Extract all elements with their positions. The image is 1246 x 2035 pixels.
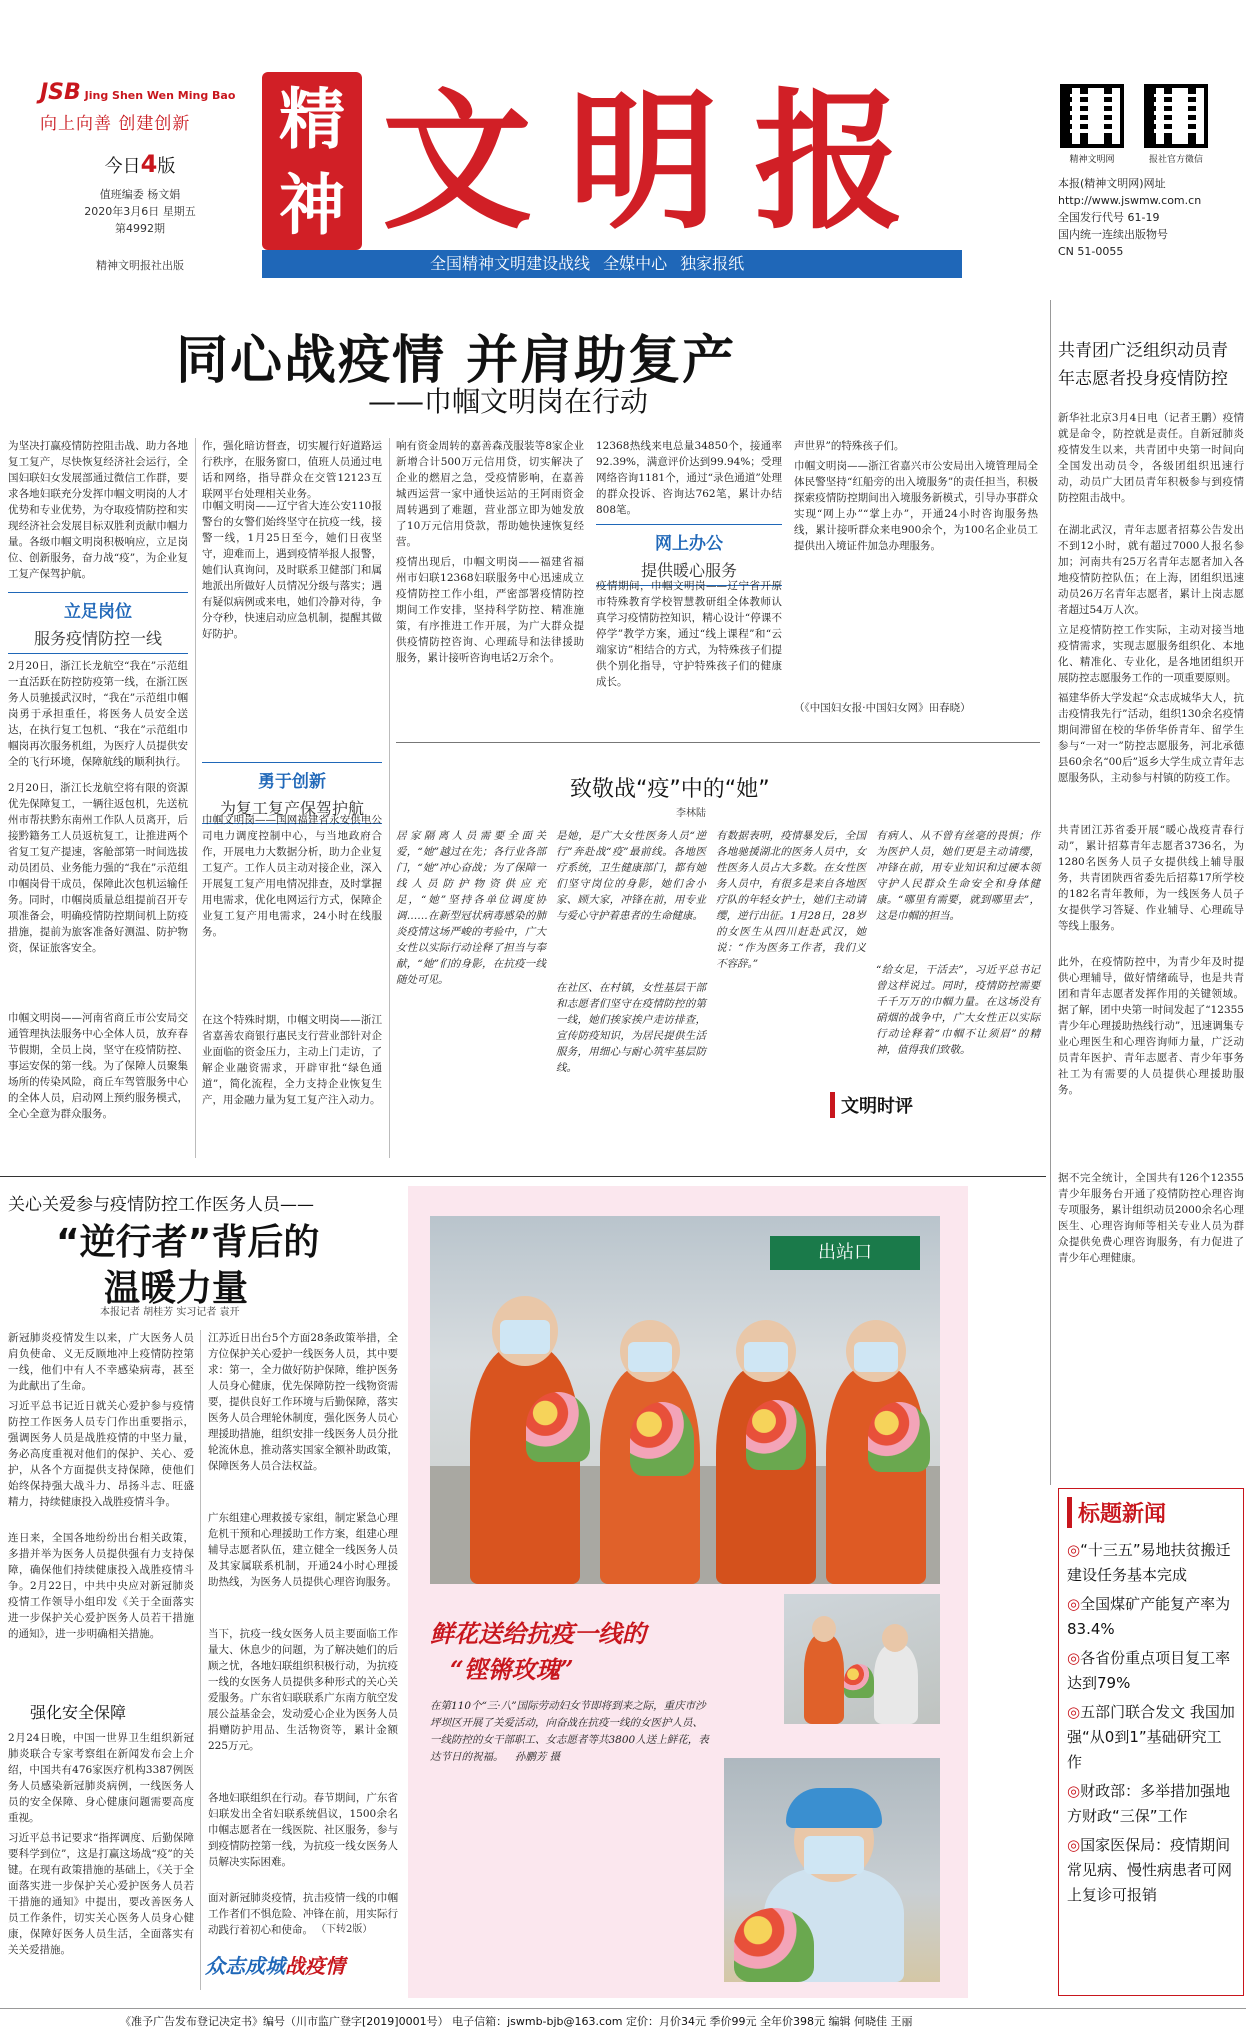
bullet-circle-icon: ◎ xyxy=(1067,1703,1081,1721)
section-divider xyxy=(396,742,1040,743)
news-item-text: 五部门联合发文 我国加强“从0到1”基础研究工作 xyxy=(1067,1703,1235,1771)
news-item[interactable] xyxy=(1067,1700,1235,1775)
masthead-bar: 全国精神文明建设战线 全媒中心 独家报纸 xyxy=(262,250,962,278)
feature-para: 连日来，全国各地纷纷出台相关政策，多措并举为医务人员提供强有力支持保障，确保他们持续健康投入战胜疫情斗争。2月22日，中共中央应对新冠肺炎疫情工作领导小组印发《关于全面落实进一步保护关心爱护医务人员若干措施的通知》，进一步明确相关措施。 xyxy=(8,1532,194,1640)
seal-text: 精神 xyxy=(279,80,345,244)
news-item-text: 国家医保局：疫情期间常见病、慢性病患者可网上复诊可报销 xyxy=(1067,1836,1233,1904)
lead-col2-para: 在这个特殊时期，巾帼文明岗——浙江省嘉善农商银行惠民支行营业部针对企业面临的资金压力，主动上门走访，了解企业融资需求，开辟审批“绿色通道”，简化流程，全力支持企业恢复生产，用金融力量为复工复产注入动力。 xyxy=(202,1014,382,1106)
headline-news-box xyxy=(1058,1488,1244,1996)
flower-bouquet-icon xyxy=(746,1400,806,1470)
fight-epidemic-logo xyxy=(205,1950,345,1979)
brand-line xyxy=(40,80,240,105)
lead-col2-para: 巾帼文明岗——国网福建省永安供电公司电力调度控制中心，与当地政府合作，开展电力大数据分析，助力企业复工复产。工作人员主动对接企业，深入开展复工复产用电情况排查，及时掌握用电需求，优化电网运行方式，保障企业复工复产用电需求，24小时在线服务。 xyxy=(202,814,382,938)
photo-title-line: 鲜花送给抗疫一线的 xyxy=(430,1619,646,1648)
qr-label: 报社官方微信 xyxy=(1148,155,1203,165)
news-item[interactable] xyxy=(1067,1646,1235,1696)
sidebar-para: 立足疫情防控工作实际，主动对接当地疫情需求，实现志愿服务组织化、本地化、精准化、专业化，是各地团组织开展防控志愿服务工作的一项重要原则。 xyxy=(1058,624,1244,684)
info-line: 全国发行代号 61-19 xyxy=(1058,211,1160,224)
logo-text-b: 战疫情 xyxy=(285,1954,345,1978)
edition-count xyxy=(40,150,240,178)
qr-row xyxy=(1058,84,1238,165)
continued-note[interactable]: （下转2版） xyxy=(316,1924,373,1935)
face-mask-icon xyxy=(854,1342,898,1372)
medic-figure xyxy=(874,1644,918,1724)
flower-bouquet-icon xyxy=(526,1392,590,1462)
logo-text-a: 众志成城 xyxy=(205,1954,285,1978)
publisher: 精神文明报社出版 xyxy=(96,259,184,272)
lead-subtitle: ——巾帼文明岗在行动 xyxy=(368,385,649,418)
person-head xyxy=(812,1616,836,1642)
flower-bouquet-icon xyxy=(734,1908,814,1982)
bullet-circle-icon: ◎ xyxy=(1067,1541,1081,1559)
info-line: CN 51-0055 xyxy=(1058,245,1124,258)
medic-photo[interactable] xyxy=(724,1758,940,1982)
feature-para: 新冠肺炎疫情发生以来，广大医务人员肩负使命、义无反顾地冲上疫情防控第一线，他们中有人不幸感染病毒，甚至为此献出了生命。 xyxy=(8,1332,194,1392)
commentary-stamp: 文明时评 xyxy=(830,1092,913,1118)
column-divider xyxy=(195,438,196,1158)
commentary-col: “给女足，干活去”，习近平总书记曾这样说过。同时，疫情防控需要千千万万的巾帼力量。在这场没有硝烟的战争中，广大女性正以实际行动诠释着“巾帼不让须眉”的精神，值得我们致敬。 xyxy=(876,964,1040,1056)
photo-caption xyxy=(430,1698,710,1766)
commentary-col: 有病人、从不曾有丝毫的畏惧；作为医护人员，她们更是主动请缨，冲锋在前，用专业知识和过硬本领守护人民群众生命安全和身体健康。“哪里有需要，就到哪里去”，这是巾帼的担当。 xyxy=(876,830,1040,922)
qr-code-icon xyxy=(1144,84,1208,148)
info-line: 本报(精神文明网)网址 xyxy=(1058,177,1166,190)
bullet-circle-icon: ◎ xyxy=(1067,1595,1081,1613)
qr-label: 精神文明网 xyxy=(1069,155,1115,165)
sidebar-headline: 共青团广泛组织动员青年志愿者投身疫情防控 xyxy=(1058,341,1228,389)
bullet-circle-icon: ◎ xyxy=(1067,1836,1081,1854)
lead-col3-para: 响有资金周转的嘉善森茂服装等8家企业新增合计500万元信用贷，切实解决了企业的燃眉之急，受疫情影响，在嘉善城西运营一家中通快运站的王阿雨资金周转遇到了难题，营业部立即为她发放了10万元信用贷款，帮助她快速恢复经营。 xyxy=(396,440,584,548)
news-box-title: 标题新闻 xyxy=(1067,1497,1235,1528)
feature-headline-1: “逆行者”背后的 xyxy=(56,1222,320,1263)
lead-col1-para: 巾帼文明岗——河南省商丘市公安局交通管理执法服务中心全体人员，放弃春节假期，全员上岗，坚守在疫情防控、事运安保的第一线。为了保障人员聚集场所的传染风险，商丘车驾管服务中心的全体人员，启动网上预约服务模式，全心全意为群众服务。 xyxy=(8,1012,188,1120)
caption-text: 在第110个“三·八”国际劳动妇女节即将到来之际，重庆市沙坪坝区开展了关爱活动，向奋战在抗疫一线的女医护人员、一线防控的女干部职工、女志愿者等共3800人送上鲜花，表达节日的祝福。 xyxy=(430,1700,709,1763)
sidebar-para: 此外，在疫情防控中，为青少年及时提供心理辅导，做好情绪疏导，也是共青团和青年志愿者发挥作用的关键领域。据了解，团中央第一时间发起了“12355青少年心理援助热线行动”，迅速调集专业心理医生和心理咨询师力量，广泛动员青年医护、青年志愿者、青少年事务社工为有需要的人员提供心理援助服务。 xyxy=(1058,956,1244,1096)
exit-sign: 出站口 xyxy=(770,1236,920,1270)
photo-credit: 孙鹏芳 摄 xyxy=(514,1751,561,1763)
face-mask-icon xyxy=(804,1836,864,1874)
masthead-title xyxy=(262,62,962,252)
publication-info xyxy=(1058,175,1238,260)
issue-date: 2020年3月6日 星期五 xyxy=(84,205,196,218)
lead-subhead-3 xyxy=(596,524,782,586)
feature-para: 面对新冠肺炎疫情，抗击疫情一线的巾帼工作者们不惧危险、冲锋在前，用实际行动践行着初心和使命。 xyxy=(208,1892,398,1936)
lead-col2-para: 巾帼文明岗——辽宁省大连公安110报警台的女警们始终坚守在抗疫一线，接警一线，1月25日至今，她们日夜坚守，迎难而上，遇到疫情举报人报警，她们认真询问，及时联系卫健部门和属地派出所做好人员情况分级与落实；遇有疑似病例或来电，她们冷静对待，争分夺秒，快速启动应急机制，提醒其做好防护。 xyxy=(202,500,382,640)
column-divider xyxy=(200,1330,201,1990)
subhead-subtitle: 服务疫情防控一线 xyxy=(33,629,162,648)
lead-col5-para: 声世界”的特殊孩子们。 xyxy=(794,440,905,452)
subhead-subtitle: 为复工复产保驾护航 xyxy=(219,799,364,818)
feature-para: 广东组建心理救援专家组，制定紧急心理危机干预和心理援助工作方案，组建心理辅导志愿者队伍，建立健全一线医务人员及其家属联系机制，开通24小时心理援助热线，为医务人员提供心理咨询服务。 xyxy=(208,1512,398,1588)
volunteer-figure xyxy=(716,1366,816,1584)
photo-title-line: “铿锵玫瑰” xyxy=(450,1655,574,1684)
bullet-circle-icon: ◎ xyxy=(1067,1649,1081,1667)
qr-wechat[interactable] xyxy=(1142,84,1210,165)
face-mask-icon xyxy=(500,1320,550,1354)
slogan: 向上向善 创建创新 xyxy=(40,114,191,134)
medical-cap-icon xyxy=(786,1788,882,1828)
commentary-title: 致敬战“疫”中的“她” xyxy=(570,777,770,802)
newspaper-name: 文明报 xyxy=(382,74,941,250)
news-item-text: 各省份重点项目复工率达到79% xyxy=(1067,1649,1231,1692)
photo-title xyxy=(430,1616,646,1688)
sidebar-para: 共青团江苏省委开展“暖心战疫青春行动”，累计招募青年志愿者3736名，为1280名医务人员子女提供线上辅导服务，共青团陕西省委先后招募17所学校的182名青年教师，为一线医务人员子女提供学习答疑、作业辅导、心理疏导等线上服务。 xyxy=(1058,824,1244,932)
lead-col1-intro: 为坚决打赢疫情防控阻击战、助力各地复工复产，尽快恢复经济社会运行，全国妇联妇女发展部通过微信工作群，要求各地妇联充分发挥巾帼文明岗的人才优势和专业优势，为夺取疫情防控和实现经济社会发展目标双胜利贡献巾帼力量。各级巾帼文明岗积极响应，立足岗位、创新服务，奋力战“疫”，为企业复工复产保驾护航。 xyxy=(8,440,188,580)
lead-col3-para: 疫情出现后，巾帼文明岗——福建省福州市妇联12368妇联服务中心迅速成立疫情防控工作小组，严密部署疫情防控期间工作安排，坚持科学防控、精准施策，有序推进工作开展，为广大群众提供疫情防控咨询、心理疏导和法律援助服务，累计接听咨询电话2万余个。 xyxy=(396,556,584,664)
volunteer-figure xyxy=(826,1366,926,1584)
sidebar-para: 福建华侨大学发起“众志成城华大人，抗击疫情我先行”活动，组织130余名疫情期间滞留在校的华侨华侨青年、留学生参与“一对一”防控志愿服务，河北承德县60余名“00后”返乡大学生成立青年志愿服务队，主动参与村镇的防疫工作。 xyxy=(1058,692,1244,784)
sidebar-para: 新华社北京3月4日电（记者王鹏）疫情就是命令，防控就是责任。自新冠肺炎疫情发生以来，共青团中央第一时间向全国发出动员令，各级团组织迅速行动，动员广大团员青年积极参与到疫情防控阻击战中。 xyxy=(1058,412,1244,504)
edition-suffix: 版 xyxy=(157,156,176,177)
bullet-circle-icon: ◎ xyxy=(1067,1782,1081,1800)
seal-logo xyxy=(262,72,362,250)
photo-panel xyxy=(408,1186,968,1998)
info-line: 国内统一连续出版物号 xyxy=(1058,228,1168,241)
subhead-title: 立足岗位 xyxy=(64,602,132,622)
lead-col2-para: 作，强化暗访督查，切实履行好道路运行秩序，在服务窗口，值班人员通过电话和网络，指导群众在交管12123互联网平台处理相关业务。 xyxy=(202,440,382,500)
page-footer: 《准予广告发布登记决定书》编号（川市监广登字[2019]0001号） 电子信箱：jswmb-bjb@163.com 定价：月价34元 季价99元 全年价398元 编辑 何晓佳 王丽 xyxy=(0,2008,1246,2034)
commentary-col: 居家隔离人员需要全面关爱，“她”越过在先；各行业各部门，“她”冲心奋战；为了保障一线人员防护物资供应充足，“她”坚持各单位调度协调……在新型冠状病毒感染的肺炎疫情这场严峻的考验中，广大女性以实际行动诠释了担当与奉献，“她”们的身影，在抗疫一线随处可见。 xyxy=(396,830,546,986)
masthead-right xyxy=(1058,84,1238,260)
lead-headline: 同心战疫情 并肩助复产 xyxy=(176,331,737,391)
news-item[interactable] xyxy=(1067,1779,1235,1829)
subhead-title: 勇于创新 xyxy=(258,772,326,792)
lead-col5-para: 巾帼文明岗——浙江省嘉兴市公安局出入境管理局全体民警坚持“红船旁的出入境服务”的责任担当，积极探索疫情防控期间出入境服务新模式，引导办事群众实现“网上办”“掌上办”，开通24小时咨询服务热线，累计接听群众来电900余个，为100名企业员工提供出入境证件加急办理服务。 xyxy=(794,460,1038,552)
lead-col5-source: （《中国妇女报·中国妇女网》田春晓） xyxy=(794,702,971,714)
commentary-author: 李林陆 xyxy=(676,808,706,819)
feature-para: 江苏近日出台5个方面28条政策举措，全方位保护关心爱护一线医务人员，其中要求：第一，全力做好防护保障，维护医务人员身心健康，优先保障防控一线物资需要，提供良好工作环境与后勤保障，落实医务人员合理轮休制度，强化医务人员心理援助措施，组织安排一线医务人员分批轮流休息，推动落实国家全额补助政策，保障医务人员合法权益。 xyxy=(208,1332,398,1472)
sidebar-divider xyxy=(1050,300,1051,1485)
subhead-title: 网上办公 xyxy=(655,534,723,554)
news-item[interactable] xyxy=(1067,1538,1235,1588)
qr-code-icon xyxy=(1060,84,1124,148)
edition-pages: 4 xyxy=(140,150,158,178)
qr-website[interactable] xyxy=(1058,84,1126,165)
secondary-photo[interactable] xyxy=(784,1594,940,1724)
commentary-col: 是她，是广大女性医务人员“逆行”奔赴战“疫”最前线。各地医疗系统，卫生健康部门，都有她们坚守岗位的身影，她们舍小家、顾大家，冲锋在前，用专业与爱心守护着患者的生命健康。 xyxy=(556,830,706,922)
brand-logo: JSB xyxy=(40,80,81,105)
main-photo[interactable] xyxy=(430,1216,940,1584)
face-mask-icon xyxy=(628,1342,672,1372)
volunteer-figure xyxy=(470,1346,580,1584)
issue-number: 第4992期 xyxy=(115,222,165,235)
subhead-subtitle: 提供暖心服务 xyxy=(640,561,737,580)
face-mask-icon xyxy=(744,1342,788,1372)
news-item-text: “十三五”易地扶贫搬迁建设任务基本完成 xyxy=(1067,1541,1231,1584)
news-item[interactable] xyxy=(1067,1833,1235,1908)
feature-para: 各地妇联组织在行动。春节期间，广东省妇联发出全省妇联系统倡议，1500余名巾帼志愿者在一线医院、社区服务，参与到疫情防控第一线，为抗疫一线女医务人员解决实际困难。 xyxy=(208,1792,398,1868)
feature-headline-2: 温暖力量 xyxy=(104,1268,249,1309)
sidebar-para: 据不完全统计，全国共有126个12355青少年服务台开通了疫情防控心理咨询专项服务，累计组织动员2000余名心理医生、心理咨询师等相关专业人员为群众提供免费心理咨询服务，有力促进了青少年心理健康。 xyxy=(1058,1172,1244,1264)
news-item-text: 财政部：多举措加强地方财政“三保”工作 xyxy=(1067,1782,1231,1825)
feature-subhead: 强化安全保障 xyxy=(30,1703,127,1722)
flower-bouquet-icon xyxy=(630,1402,694,1476)
brand-pinyin: Jing Shen Wen Ming Bao xyxy=(84,89,236,102)
edition-prefix: 今日 xyxy=(104,156,141,177)
commentary-col: 有数据表明，疫情暴发后，全国各地驰援湖北的医务人员中，女性医务人员占大多数。在女性医务人员中，有很多是来自各地医疗队的年轻女护士，她们主动请缨，逆行出征。1月28日，28岁的女医生从四川赶赴武汉，她说：“作为医务工作者，我们义不容辞。” xyxy=(716,830,866,970)
masthead-left xyxy=(40,80,240,273)
flower-bouquet-icon xyxy=(844,1664,874,1698)
feature-para: 当下，抗疫一线女医务人员主要面临工作量大、休息少的问题，为了解决她们的后顾之忧，各地妇联组织积极行动，为抗疫一线的女医务人员提供多种形式的关心关爱服务。广东省妇联联系广东南方航空发展公益基金会，发动爱心企业为医务人员捐赠防护用品、生活物资等，累计金额225万元。 xyxy=(208,1628,398,1752)
commentary-col: 在社区、在村镇，女性基层干部和志愿者们坚守在疫情防控的第一线，她们挨家挨户走访排查，宣传防疫知识，为居民提供生活服务，用细心与耐心筑牢基层防线。 xyxy=(556,982,706,1074)
website-link[interactable]: http://www.jswmw.com.cn xyxy=(1058,194,1202,207)
section-divider xyxy=(0,1176,1046,1177)
lead-subhead-1 xyxy=(8,592,188,654)
news-item[interactable] xyxy=(1067,1592,1235,1642)
feature-para: 2月24日晚，中国一世界卫生组织新冠肺炎联合专家考察组在新闻发布会上介绍，中国共有476家医疗机构3387例医务人员感染新冠肺炎病例，一线医务人员的安全保障、身心健康问题需要高度重视。 xyxy=(8,1732,194,1824)
lead-col1-para: 2月20日，浙江长龙航空将有限的资源优先保障复工，一辆往返包机，先送杭州市帮扶黔东南州工作队人员离开，后接黔籍务工人员返杭复工，让推进两个省复工复产提速，客舱部第一时间选拔动员团员、业务能力强的“我在”示范组巾帼岗骨干成员，保障此次包机运输任务。同时，巾帼岗质量总组提前召开专项准备会，明确疫情防控期间机上防疫措施，提前为旅客准备好测温、防护物资，保证旅客安全。 xyxy=(8,782,188,954)
column-divider xyxy=(389,438,390,1158)
issue-meta xyxy=(40,186,240,237)
sidebar-para: 在湖北武汉，青年志愿者招募公告发出不到12小时，就有超过7000人报名参加；河南共有25万名青年志愿者加入各地疫情防控队伍；在上海，团组织迅速动员26万名青年志愿者，累计上岗志愿者超过54万人次。 xyxy=(1058,524,1244,616)
feature-para: 习近平总书记要求“指挥调度、后勤保障要科学到位”，这是打赢这场战“疫”的关键。在现有政策措施的基础上，《关于全面落实进一步保护关心爱护医务人员若干措施的通知》中提出，要改善医务人员工作条件，切实关心医务人员身心健康，保障好医务人员生活，全面落实有关关爱措施。 xyxy=(8,1832,194,1956)
person-head xyxy=(882,1624,908,1652)
lead-col1-para: 2月20日，浙江长龙航空“我在”示范组一直活跃在防控防疫第一线，在浙江医务人员驰援武汉时，“我在”示范组巾帼岗勇于承担重任，将医务人员安全送达，在执行复工包机、“我在”示范组巾帼岗再次服务机组，为医疗人员提供安全的飞行环境，保障航线的顺利执行。 xyxy=(8,660,188,768)
lead-col4-para: 疫情期间，巾帼文明岗——辽宁省开原市特殊教育学校智慧教研组全体教师认真学习疫情防控知识，精心设计“停课不停学”教学方案，通过“线上课程”和“云端家访”相结合的方式，为特殊孩子们提供个别化指导，守护特殊孩子们的健康成长。 xyxy=(596,580,782,688)
flower-bouquet-icon xyxy=(868,1402,930,1472)
duty-editors: 值班编委 杨文娟 xyxy=(99,188,181,201)
news-item-text: 全国煤矿产能复产率为83.4% xyxy=(1067,1595,1231,1638)
volunteer-figure xyxy=(804,1634,844,1724)
feature-kicker: 关心关爱参与疫情防控工作医务人员—— xyxy=(8,1195,314,1215)
masthead xyxy=(0,0,1246,278)
feature-para: 习近平总书记近日就关心爱护参与疫情防控工作医务人员专门作出重要指示，强调医务人员是战胜疫情的中坚力量，务必高度重视对他们的保护、关心、爱护，从各个方面提供支持保障，使他们始终保持强大战斗力、昂扬斗志、旺盛精力，持续健康投入战胜疫情斗争。 xyxy=(8,1400,194,1508)
feature-byline: 本报记者 胡桂芳 实习记者 袁开 xyxy=(100,1307,240,1318)
lead-col4-para: 12368热线来电总量34850个，接通率92.39%，满意评价达到99.94%；受理网络咨询1181个，通过“录色通道”处理的群众投诉、咨询达762笔，累计办结808笔。 xyxy=(596,440,782,516)
